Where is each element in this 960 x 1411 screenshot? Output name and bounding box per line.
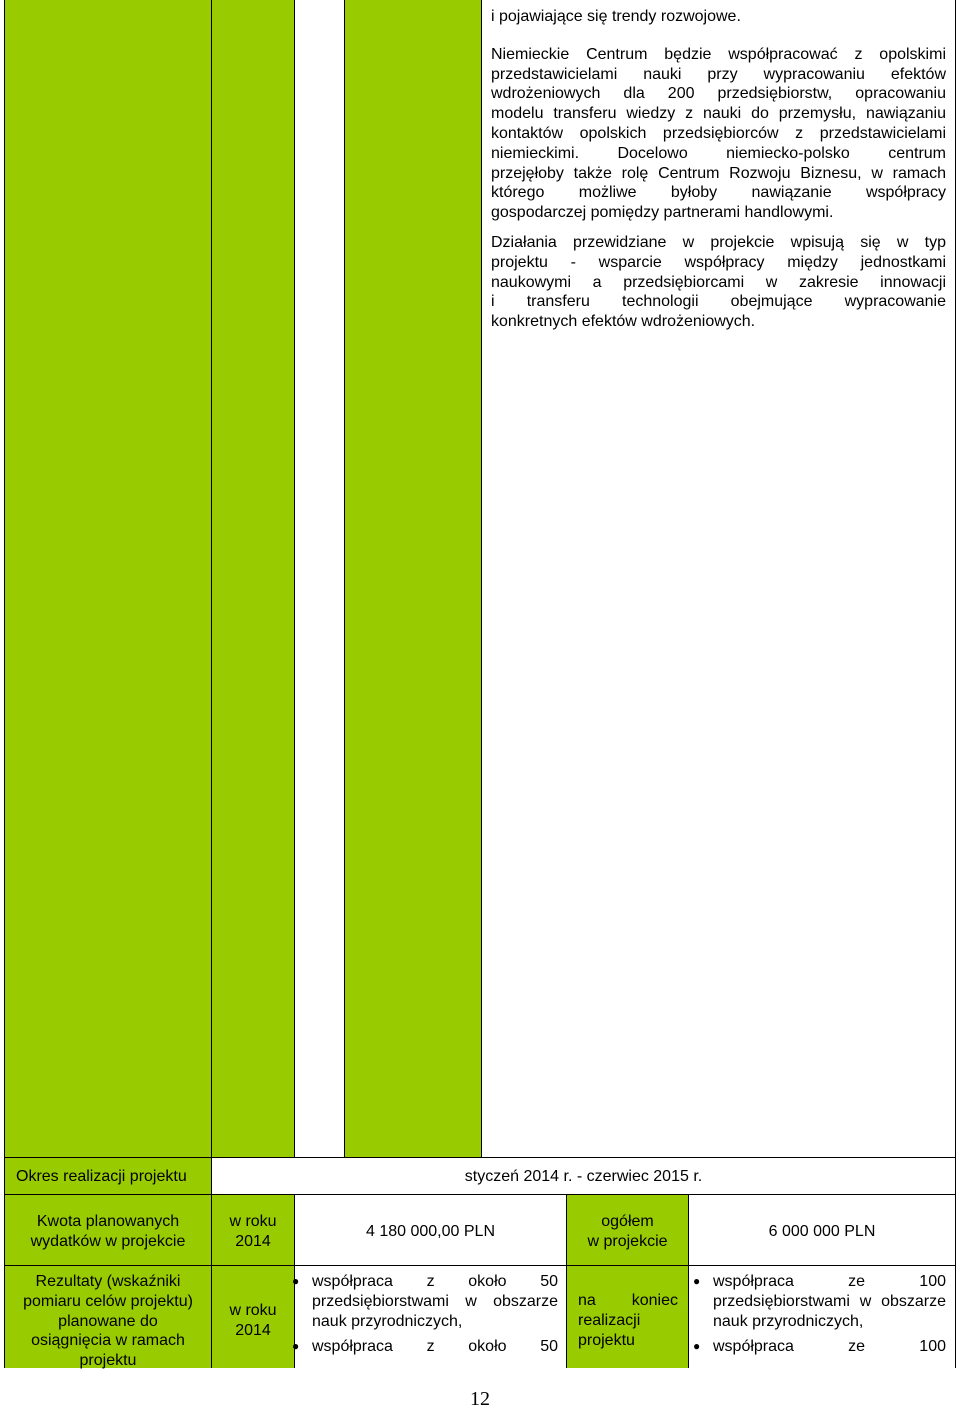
bullet-item (290, 1272, 558, 1331)
rezultaty-end-bullets (691, 1272, 946, 1357)
continuation-line: i pojawiające się trendy rozwojowe. (491, 8, 741, 25)
rezultaty-label-line: pomiaru celów projektu) (23, 1292, 193, 1310)
col-2-shading (212, 0, 294, 1157)
rezultaty-end-label (578, 1291, 678, 1350)
bullet-line: przedsiębiorstwami w obszarze (312, 1292, 558, 1310)
description-line: przedstawicielami nauki przy wypracowaniu efektów (491, 65, 946, 83)
kwota-amount-total: 6 000 000 PLN (768, 1223, 876, 1240)
rezultaty-label-line: Rezultaty (wskaźniki (35, 1273, 181, 1290)
kwota-total-label (567, 1212, 688, 1252)
kwota-year-line: w roku (229, 1213, 277, 1230)
bullet-item (290, 1337, 558, 1357)
bullet-line: ● współpraca ze 100 (713, 1338, 946, 1356)
kwota-amount-year: 4 180 000,00 PLN (366, 1223, 495, 1240)
rezultaty-year-label (212, 1301, 294, 1341)
rule-v-d (481, 0, 482, 1157)
description-line: kontaktów opolskich przedsiębiorców z przedstawicielami (491, 124, 946, 142)
rezultaty-year-bullets (290, 1272, 558, 1357)
col-4-shading (345, 0, 481, 1157)
description-line: projektu - wsparcie współpracy między jednostkami (491, 253, 946, 271)
rule-v-right (955, 0, 956, 1368)
end-line: realizacji (578, 1311, 641, 1329)
description-line: przejęłoby także rolę Centrum Rozwoju Biznesu, w ramach (491, 164, 946, 182)
description-cell (491, 7, 946, 332)
bullet-item (691, 1337, 946, 1357)
kwota-year-line: 2014 (235, 1232, 271, 1250)
rule-v-c (344, 0, 345, 1157)
bullet-item (691, 1272, 946, 1331)
description-line: Działania przewidziane w projekcie wpisują się w typ (491, 233, 946, 251)
end-line: projektu (578, 1331, 635, 1349)
description-line: Niemieckie Centrum będzie współpracować z opolskimi (491, 45, 946, 63)
kwota-label (5, 1212, 211, 1252)
kwota-label-line: Kwota planowanych (36, 1213, 180, 1230)
rezultaty-label (5, 1272, 211, 1371)
rezultaty-label-line: planowane do (58, 1312, 158, 1330)
kwota-year-label (212, 1212, 294, 1252)
rule-v-b (294, 0, 295, 1157)
bullet-line: ● współpraca ze 100 (713, 1273, 946, 1290)
rezultaty-label-line: projektu (79, 1352, 137, 1370)
description-line: i transferu technologii obejmujące wypracowanie (491, 293, 946, 311)
rezultaty-year-line: 2014 (235, 1321, 271, 1339)
bullet-line: ● współpraca z około 50 (312, 1338, 558, 1356)
bullet-line: nauk przyrodniczych, (713, 1312, 864, 1330)
col-1-shading (5, 0, 211, 1157)
bullet-line: przedsiębiorstwami w obszarze (713, 1292, 946, 1310)
kwota-total-line: w projekcie (587, 1232, 668, 1250)
description-paragraph-1 (491, 45, 946, 223)
rule-v-rez-3 (566, 1265, 567, 1368)
col-3-blank (295, 0, 344, 1157)
rule-v-a (211, 0, 212, 1157)
description-line: naukowymi a przedsiębiorcami w zakresie innowacji (491, 273, 946, 291)
end-line: na koniec (578, 1292, 678, 1309)
kwota-total-line: ogółem (601, 1213, 654, 1230)
rezultaty-label-line: osiągnięcia w ramach (31, 1332, 185, 1350)
kwota-label-line: wydatków w projekcie (30, 1232, 186, 1250)
description-line: niemieckimi. Docelowo niemiecko-polsko centrum (491, 144, 946, 162)
bullet-line: ● współpraca z około 50 (312, 1273, 558, 1290)
description-line: gospodarczej pomiędzy partnerami handlowymi. (491, 204, 834, 222)
bullet-line: nauk przyrodniczych, (312, 1312, 463, 1330)
description-paragraph-2 (491, 233, 946, 332)
okres-value: styczeń 2014 r. - czerwiec 2015 r. (464, 1168, 703, 1185)
page-number: 12 (470, 1388, 490, 1410)
rule-v-rez-4 (688, 1265, 689, 1368)
description-line: modelu transferu wiedzy z nauki do przemysłu, nawiązaniu (491, 105, 946, 123)
description-line: którego możliwe byłoby nawiązanie współpracy (491, 184, 946, 202)
description-line: wdrożeniowych dla 200 przedsiębiorstw, opracowaniu (491, 85, 946, 103)
description-line: konkretnych efektów wdrożeniowych. (491, 313, 756, 331)
rezultaty-year-line: w roku (229, 1302, 277, 1319)
okres-label: Okres realizacji projektu (16, 1168, 187, 1185)
